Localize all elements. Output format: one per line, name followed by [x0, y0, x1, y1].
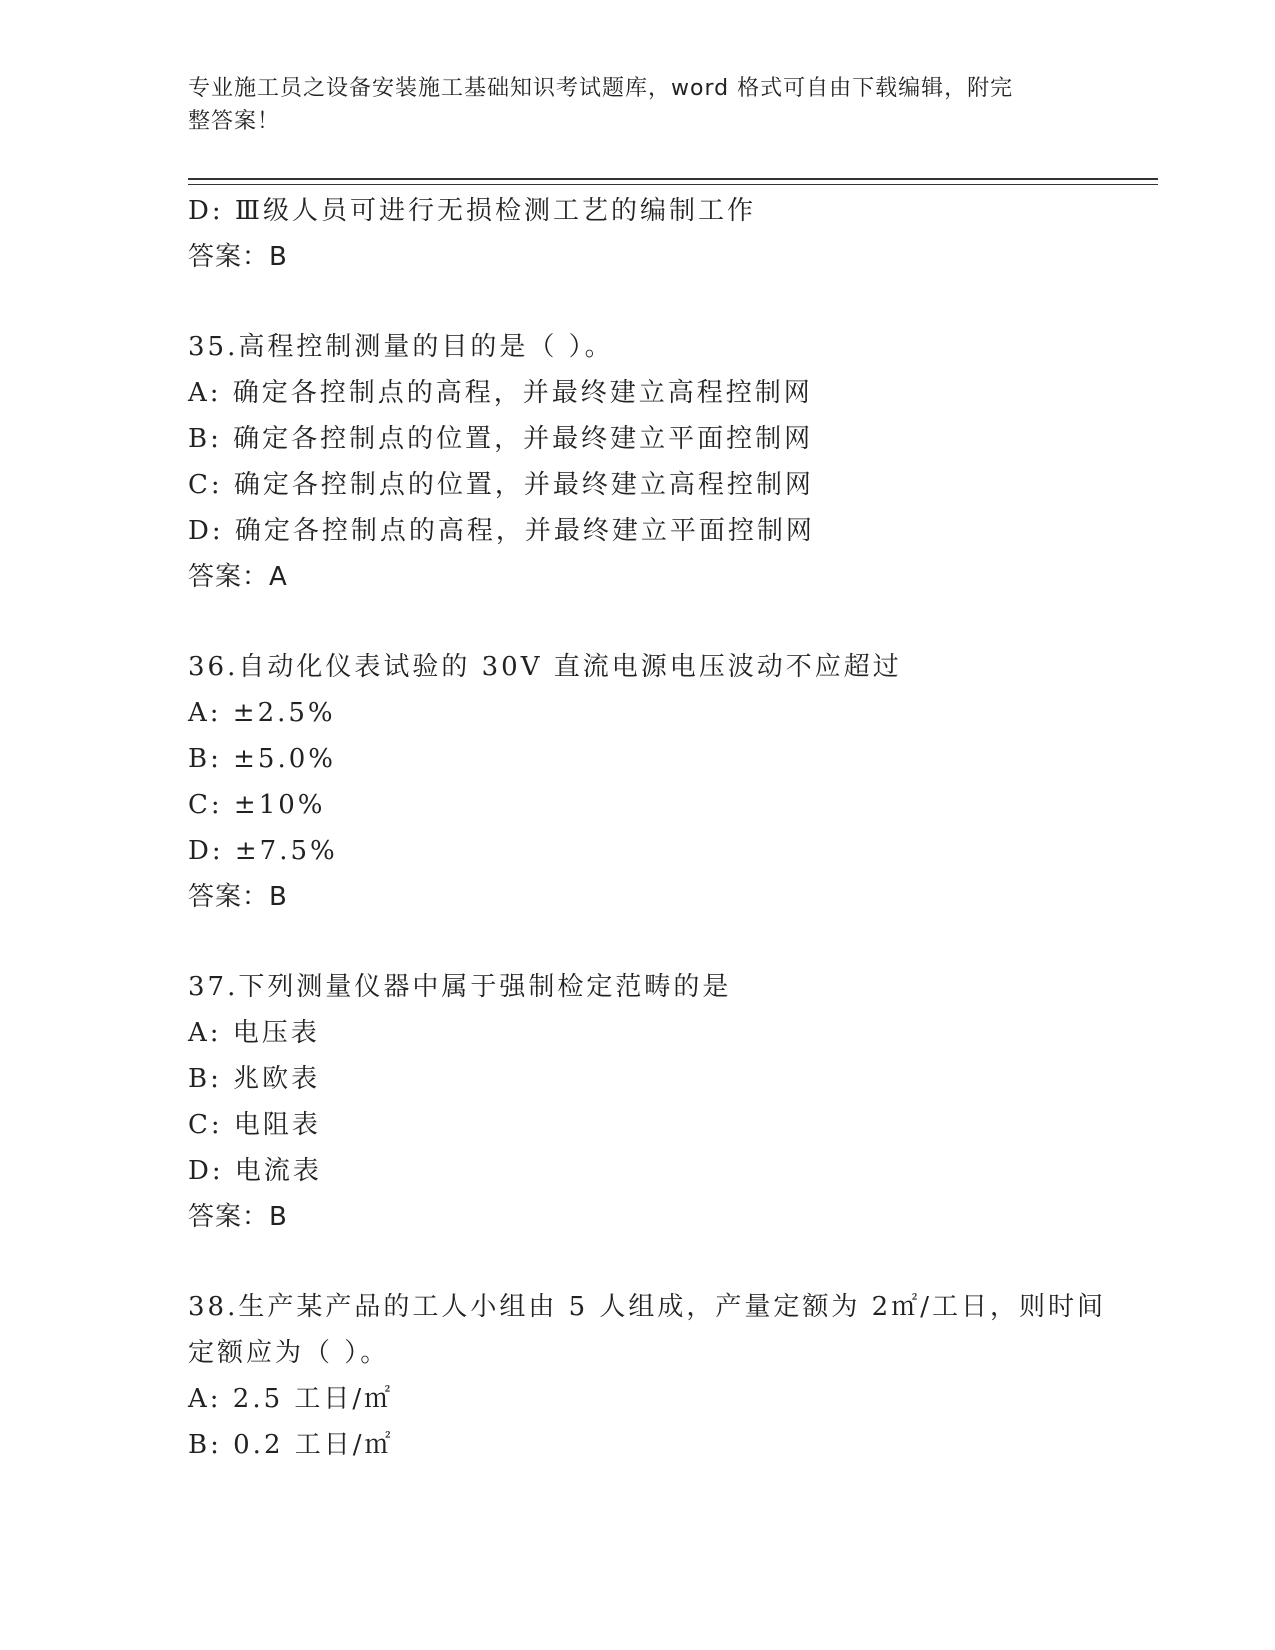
answer-label: 答案：B: [188, 882, 288, 912]
question-stem: 37.下列测量仪器中属于强制检定范畴的是: [188, 972, 732, 1002]
option-d: D: 确定各控制点的高程，并最终建立平面控制网: [188, 516, 815, 546]
question-stem: 35.高程控制测量的目的是（ ）。: [188, 332, 614, 362]
question-35: [188, 324, 1088, 600]
question-stem-line-1: 38.生产某产品的工人小组由 5 人组成，产量定额为 2㎡/工日，则时间: [188, 1292, 1106, 1322]
option-c: C: 电阻表: [188, 1110, 321, 1140]
option-a: A: 确定各控制点的高程，并最终建立高程控制网: [188, 378, 813, 408]
question-stem: 36.自动化仪表试验的 30V 直流电源电压波动不应超过: [188, 652, 902, 682]
answer-label: 答案：B: [188, 242, 288, 272]
option-c: C: 确定各控制点的位置，并最终建立高程控制网: [188, 470, 814, 500]
answer-label: 答案：B: [188, 1202, 288, 1232]
question-37: [188, 964, 1088, 1240]
option-a: A: ±2.5%: [188, 698, 336, 728]
question-content: [188, 188, 1106, 1468]
option-a: A: 2.5 工日/㎡: [188, 1384, 394, 1414]
spacer: [188, 920, 1088, 964]
option-b: B: ±5.0%: [188, 744, 336, 774]
option-d: D: Ⅲ级人员可进行无损检测工艺的编制工作: [188, 196, 756, 226]
spacer: [188, 1240, 1088, 1284]
document-header: [188, 72, 1068, 138]
option-d: D: ±7.5%: [188, 836, 338, 866]
header-line-1: 专业施工员之设备安装施工基础知识考试题库，word 格式可自由下载编辑，附完: [188, 76, 1014, 101]
question-36: [188, 644, 1088, 920]
option-c: C: ±10%: [188, 790, 326, 820]
answer-label: 答案：A: [188, 562, 288, 592]
question-stem-line-2: 定额应为（ ）。: [188, 1338, 390, 1368]
question-34-tail: [188, 188, 1088, 280]
spacer: [188, 600, 1088, 644]
option-b: B: 0.2 工日/㎡: [188, 1430, 394, 1460]
question-38: [188, 1284, 1106, 1468]
header-line-2: 整答案！: [188, 109, 281, 134]
option-b: B: 兆欧表: [188, 1064, 321, 1094]
option-d: D: 电流表: [188, 1156, 322, 1186]
spacer: [188, 280, 1088, 324]
header-divider-thin: [188, 184, 1158, 185]
option-b: B: 确定各控制点的位置，并最终建立平面控制网: [188, 424, 814, 454]
option-a: A: 电压表: [188, 1018, 320, 1048]
header-divider-thick: [188, 178, 1158, 180]
